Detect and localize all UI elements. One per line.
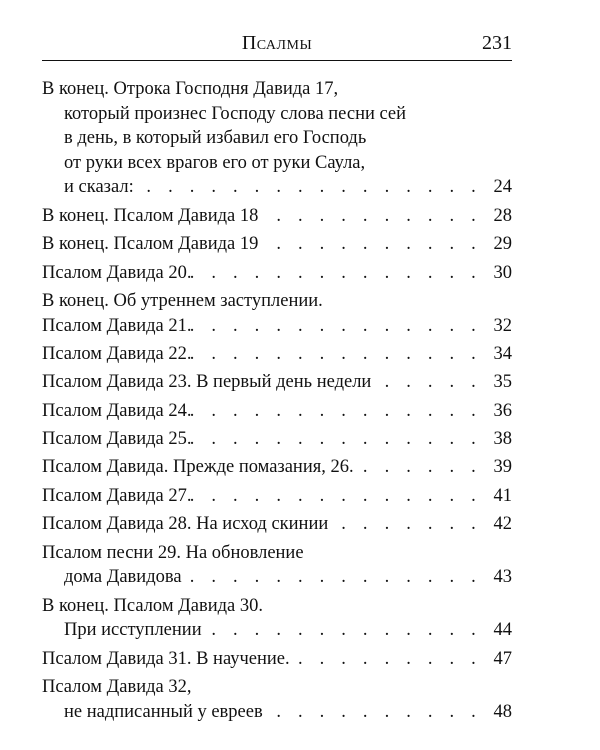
dot-leader bbox=[182, 565, 482, 590]
toc-entry-title: Псалом Давида 28. На исход скинии bbox=[42, 514, 329, 535]
toc-entry-leader-line bbox=[42, 512, 512, 537]
toc-entry bbox=[42, 261, 512, 286]
dot-leader bbox=[202, 618, 482, 643]
dot-leader bbox=[191, 314, 482, 339]
toc-entry-leader-line bbox=[42, 370, 512, 395]
dot-leader bbox=[290, 647, 482, 672]
toc-page-number: 48 bbox=[493, 701, 512, 722]
toc-entry-title: В конец. Псалом Давида 19 bbox=[42, 234, 259, 255]
toc-entry bbox=[42, 675, 512, 724]
toc-entry-line: Псалом песни 29. На обновление bbox=[42, 542, 304, 563]
toc-entry-title: Псалом Давида 20. bbox=[42, 262, 192, 283]
toc-page-number: 35 bbox=[493, 372, 512, 393]
toc-entry bbox=[42, 289, 512, 338]
toc-entry-title: Псалом Давида 25. bbox=[42, 429, 192, 450]
toc-page-number: 28 bbox=[493, 205, 512, 226]
dot-leader bbox=[328, 512, 482, 537]
toc-entry-line: В конец. Псалом Давида 30. bbox=[42, 595, 263, 616]
toc-page-number: 32 bbox=[493, 315, 512, 336]
toc-entry bbox=[42, 484, 512, 509]
toc-entry-title: и сказал: bbox=[64, 177, 134, 198]
header-rule bbox=[42, 60, 512, 61]
toc-entry-title: Псалом Давида 22. bbox=[42, 343, 192, 364]
toc-entry-leader-line bbox=[42, 427, 512, 452]
toc-page-number: 41 bbox=[493, 485, 512, 506]
toc-entry-leader-line bbox=[42, 261, 512, 286]
toc-entry-leader-line bbox=[42, 232, 512, 257]
toc-entry-line: который произнес Господу слова песни сей bbox=[64, 103, 407, 124]
toc-entry bbox=[42, 204, 512, 229]
dot-leader bbox=[191, 342, 482, 367]
toc-entry bbox=[42, 647, 512, 672]
toc-entry-leader-line bbox=[42, 700, 512, 725]
page-number: 231 bbox=[482, 32, 512, 54]
toc-page-number: 38 bbox=[493, 429, 512, 450]
running-header bbox=[42, 30, 512, 56]
toc-entry-leader-line bbox=[42, 342, 512, 367]
running-title: Псалмы bbox=[241, 32, 313, 54]
dot-leader bbox=[191, 427, 482, 452]
toc-entry-title: Псалом Давида 24. bbox=[42, 400, 192, 421]
toc-entry-line: В конец. Об утреннем заступлении. bbox=[42, 290, 323, 311]
toc-page-number: 39 bbox=[493, 457, 512, 478]
toc-entry-title: Псалом Давида 23. В первый день недели bbox=[42, 372, 372, 393]
toc-entry-title: дома Давидова bbox=[64, 567, 182, 588]
toc-entry bbox=[42, 455, 512, 480]
toc-entry-title: При исступлении bbox=[64, 620, 202, 641]
dot-leader bbox=[134, 175, 482, 200]
toc-entry-line: в день, в который избавил его Господь bbox=[64, 128, 367, 149]
dot-leader bbox=[258, 232, 482, 257]
toc-entry-line: Псалом Давида 32, bbox=[42, 677, 192, 698]
toc-page-number: 29 bbox=[493, 234, 512, 255]
toc-page-number: 43 bbox=[493, 567, 512, 588]
toc-entry-leader-line bbox=[42, 455, 512, 480]
toc-page-number: 44 bbox=[493, 620, 512, 641]
toc-entry-title: В конец. Псалом Давида 18 bbox=[42, 205, 259, 226]
dot-leader bbox=[263, 700, 482, 725]
toc-entry-title: Псалом Давида 27. bbox=[42, 485, 192, 506]
toc-entry-leader-line bbox=[42, 618, 512, 643]
toc-entry-leader-line bbox=[42, 314, 512, 339]
toc-entry bbox=[42, 232, 512, 257]
toc-entry bbox=[42, 77, 512, 200]
toc-page-number: 42 bbox=[493, 514, 512, 535]
toc-entry bbox=[42, 342, 512, 367]
dot-leader bbox=[191, 399, 482, 424]
toc-entry-line: В конец. Отрока Господня Давида 17, bbox=[42, 79, 339, 99]
toc-page-number: 47 bbox=[493, 648, 512, 669]
toc-entry bbox=[42, 427, 512, 452]
toc-entry-leader-line bbox=[42, 175, 512, 200]
toc-page bbox=[42, 30, 512, 728]
toc-entry bbox=[42, 594, 512, 643]
table-of-contents bbox=[42, 77, 512, 724]
toc-entry bbox=[42, 512, 512, 537]
toc-entry bbox=[42, 370, 512, 395]
toc-entry-title: не надписанный у евреев bbox=[64, 701, 263, 722]
toc-entry-title: Псалом Давида. Прежде помазания, 26. bbox=[42, 457, 354, 478]
dot-leader bbox=[258, 204, 482, 229]
toc-page-number: 36 bbox=[493, 400, 512, 421]
toc-page-number: 34 bbox=[493, 343, 512, 364]
toc-entry-leader-line bbox=[42, 647, 512, 672]
toc-entry-title: Псалом Давида 31. В научение. bbox=[42, 648, 290, 669]
toc-entry-line: от руки всех врагов его от руки Саула, bbox=[64, 152, 366, 173]
dot-leader bbox=[354, 455, 482, 480]
toc-page-number: 30 bbox=[493, 262, 512, 283]
toc-entry bbox=[42, 541, 512, 590]
toc-entry-leader-line bbox=[42, 565, 512, 590]
toc-entry-title: Псалом Давида 21. bbox=[42, 315, 192, 336]
toc-entry bbox=[42, 399, 512, 424]
toc-entry-leader-line bbox=[42, 484, 512, 509]
dot-leader bbox=[191, 484, 482, 509]
toc-entry-leader-line bbox=[42, 204, 512, 229]
dot-leader bbox=[191, 261, 482, 286]
toc-page-number: 24 bbox=[493, 177, 512, 198]
dot-leader bbox=[371, 370, 482, 395]
toc-entry-leader-line bbox=[42, 399, 512, 424]
